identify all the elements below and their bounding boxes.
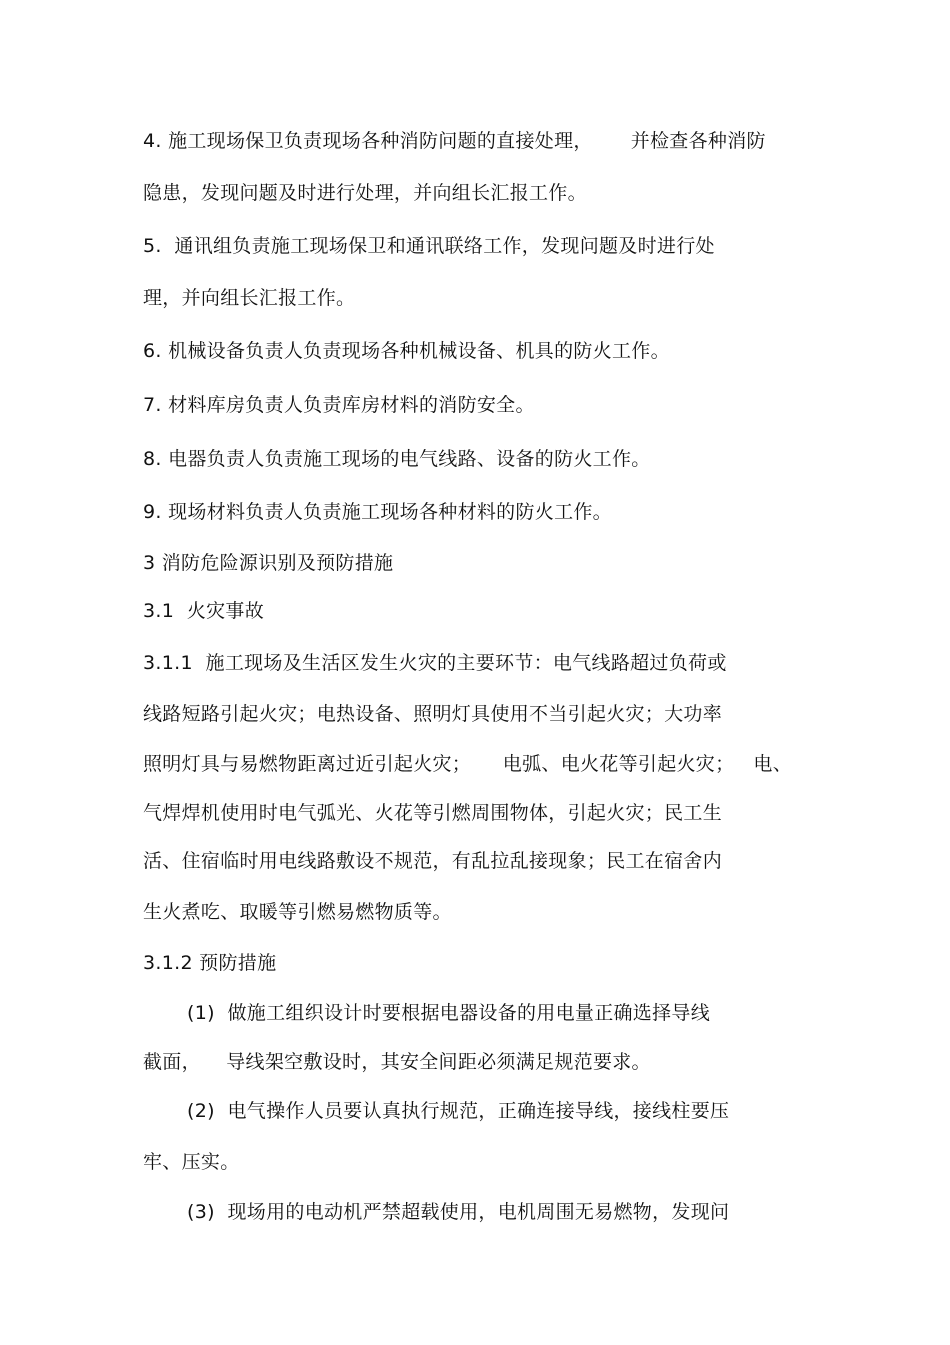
paragraph-3-1-1-line-5: 活、住宿临时用电线路敷设不规范，有乱拉乱接现象；民工在宿舍内 bbox=[143, 850, 723, 872]
paragraph-3-1-1-line-1: 3.1.1 施工现场及生活区发生火灾的主要环节：电气线路超过负荷或 bbox=[143, 652, 727, 674]
measure-2-line-2: 牢、压实。 bbox=[143, 1151, 240, 1173]
paragraph-item-4-line-1: 4. 施工现场保卫负责现场各种消防问题的直接处理， 并检查各种消防 bbox=[143, 130, 766, 152]
paragraph-item-8: 8. 电器负责人负责施工现场的电气线路、设备的防火工作。 bbox=[143, 448, 651, 470]
measure-1-line-1: (1) 做施工组织设计时要根据电器设备的用电量正确选择导线 bbox=[187, 1002, 710, 1024]
paragraph-3-1-1-line-6: 生火煮吃、取暖等引燃易燃物质等。 bbox=[143, 901, 452, 923]
paragraph-item-5-line-2: 理，并向组长汇报工作。 bbox=[143, 287, 356, 309]
paragraph-item-7: 7. 材料库房负责人负责库房材料的消防安全。 bbox=[143, 394, 535, 416]
paragraph-3-1-1-line-2: 线路短路引起火灾；电热设备、照明灯具使用不当引起火灾；大功率 bbox=[143, 703, 723, 725]
paragraph-item-6: 6. 机械设备负责人负责现场各种机械设备、机具的防火工作。 bbox=[143, 340, 670, 362]
section-heading-3-1-2: 3.1.2 预防措施 bbox=[143, 952, 277, 974]
measure-1-line-2: 截面， 导线架空敷设时，其安全间距必须满足规范要求。 bbox=[143, 1051, 651, 1073]
section-heading-3-1: 3.1 火灾事故 bbox=[143, 600, 264, 622]
paragraph-item-5-line-1: 5. 通讯组负责施工现场保卫和通讯联络工作，发现问题及时进行处 bbox=[143, 235, 715, 257]
paragraph-3-1-1-line-4: 气焊焊机使用时电气弧光、火花等引燃周围物体，引起火灾；民工生 bbox=[143, 802, 723, 824]
measure-3-line-1: (3) 现场用的电动机严禁超载使用，电机周围无易燃物，发现问 bbox=[187, 1201, 730, 1223]
section-heading-3: 3 消防危险源识别及预防措施 bbox=[143, 552, 394, 574]
paragraph-item-4-line-2: 隐患，发现问题及时进行处理，并向组长汇报工作。 bbox=[143, 182, 587, 204]
paragraph-3-1-1-line-3: 照明灯具与易燃物距离过近引起火灾； 电弧、电火花等引起火灾； 电、 bbox=[143, 753, 793, 775]
measure-2-line-1: (2) 电气操作人员要认真执行规范，正确连接导线，接线柱要压 bbox=[187, 1100, 730, 1122]
paragraph-item-9: 9. 现场材料负责人负责施工现场各种材料的防火工作。 bbox=[143, 501, 612, 523]
